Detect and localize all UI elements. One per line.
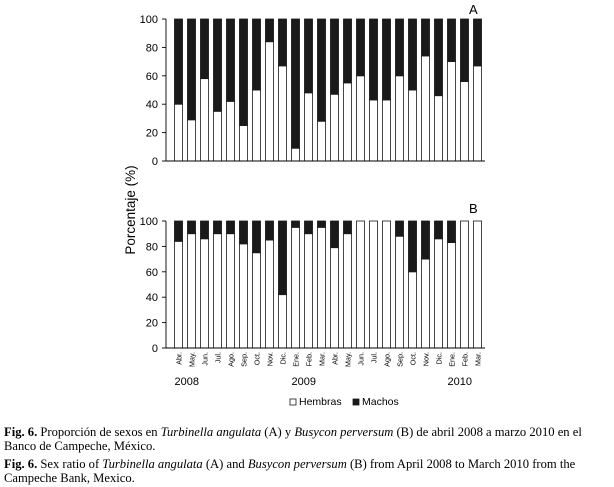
bar-hembras (291, 148, 299, 161)
bar-hembras (226, 234, 234, 348)
caption-es-text-2: (A) y (261, 425, 295, 439)
bar-machos (317, 19, 325, 121)
y-tick-label: 20 (145, 127, 158, 140)
x-tick-label: Ago. (226, 352, 236, 367)
bar-hembras (317, 121, 325, 161)
bar-machos (200, 19, 208, 79)
y-tick-label: 0 (151, 343, 158, 355)
bar-machos (369, 19, 377, 100)
bar-hembras (473, 66, 481, 161)
bar-machos (265, 19, 273, 42)
bar-machos (447, 221, 455, 243)
caption-es-species-1: Turbinella angulata (160, 425, 262, 439)
bar-hembras (408, 272, 416, 348)
bar-machos (434, 19, 442, 96)
panel-label: A (469, 2, 478, 17)
bar-hembras (382, 221, 390, 348)
bar-hembras (395, 236, 403, 348)
bar-hembras (434, 239, 442, 348)
x-tick-label: Mar. (317, 352, 327, 366)
bar-hembras (447, 62, 455, 161)
bar-machos (317, 221, 325, 227)
x-tick-label: Sep. (239, 352, 249, 367)
bar-hembras (447, 243, 455, 348)
bar-machos (356, 19, 364, 76)
chart-panel-a (140, 2, 485, 168)
bar-hembras (408, 90, 416, 161)
bar-hembras (434, 96, 442, 161)
bar-hembras (226, 101, 234, 161)
x-tick-label: Mar. (473, 352, 483, 366)
bar-hembras (330, 94, 338, 161)
figure-caption-spanish (4, 425, 610, 453)
bar-machos (278, 221, 286, 295)
caption-es-species-2: Busycon perversum (294, 425, 394, 439)
bar-machos (382, 19, 390, 100)
caption-en-text-2: (A) and (202, 457, 248, 471)
y-tick-label: 100 (139, 14, 158, 26)
legend-label-machos: Machos (362, 396, 399, 408)
year-label: 2010 (447, 376, 472, 388)
bar-hembras (174, 241, 182, 348)
bar-machos (330, 221, 338, 248)
bar-machos (304, 221, 312, 234)
bar-hembras (291, 227, 299, 348)
x-tick-label: May. (343, 352, 353, 368)
bar-hembras (265, 240, 273, 348)
legend-swatch-machos (353, 399, 359, 405)
bar-hembras (421, 56, 429, 161)
y-tick-label: 40 (145, 99, 158, 112)
bar-machos (473, 19, 481, 66)
bar-hembras (473, 221, 481, 348)
bar-machos (174, 221, 182, 241)
bar-machos (226, 221, 234, 234)
bar-machos (187, 221, 195, 234)
bar-hembras (369, 221, 377, 348)
bar-hembras (421, 259, 429, 348)
bar-machos (434, 221, 442, 239)
y-tick-label: 100 (139, 216, 158, 228)
bar-hembras (187, 234, 195, 348)
legend-label-hembras: Hembras (299, 396, 342, 408)
bar-hembras (382, 100, 390, 161)
y-tick-label: 20 (145, 317, 158, 330)
bar-machos (291, 221, 299, 227)
x-tick-label: Dic. (278, 352, 288, 365)
bar-machos (395, 221, 403, 236)
bar-machos (421, 221, 429, 259)
bar-machos (252, 221, 260, 253)
x-tick-label: Ene. (447, 352, 457, 367)
bar-machos (447, 19, 455, 62)
caption-es-text-1: Proporción de sexos en (37, 425, 161, 439)
bar-hembras (369, 100, 377, 161)
bar-hembras (343, 234, 351, 348)
x-tick-label: Jun. (200, 352, 210, 366)
y-tick-label: 40 (145, 292, 158, 305)
y-axis-label: Porcentaje (%) (123, 165, 138, 255)
x-tick-label: Jul. (369, 352, 379, 364)
x-tick-label: Feb. (304, 352, 314, 367)
legend (290, 396, 399, 408)
bar-hembras (356, 76, 364, 161)
caption-en-species-2: Busycon perversum (247, 457, 347, 471)
x-tick-label: Oct. (252, 352, 262, 366)
caption-es-text-3: (B) de abril 2008 a marzo 2010 en el Banco de Campeche, México. (4, 425, 582, 453)
bar-machos (239, 19, 247, 126)
bar-hembras (330, 248, 338, 348)
bar-hembras (252, 90, 260, 161)
bar-hembras (460, 81, 468, 161)
caption-en-text-3: (B) from April 2008 to March 2010 from the Campeche Bank, Mexico. (4, 457, 576, 485)
bar-hembras (395, 76, 403, 161)
x-tick-label: Ago. (382, 352, 392, 367)
bar-machos (408, 221, 416, 272)
bar-machos (304, 19, 312, 93)
y-tick-label: 60 (145, 70, 158, 83)
bar-machos (343, 221, 351, 234)
bar-machos (265, 221, 273, 240)
bar-hembras (278, 66, 286, 161)
bar-machos (408, 19, 416, 90)
bar-machos (213, 19, 221, 111)
bar-hembras (213, 234, 221, 348)
figure-caption-english (4, 457, 610, 485)
bar-hembras (317, 227, 325, 348)
bar-hembras (239, 244, 247, 348)
x-tick-label: Jul. (213, 352, 223, 364)
bar-machos (343, 19, 351, 83)
bar-machos (460, 19, 468, 81)
bar-machos (291, 19, 299, 148)
caption-en-figure-number: Fig. 6. (4, 457, 38, 471)
bar-hembras (265, 42, 273, 161)
bar-hembras (239, 126, 247, 162)
legend-swatch-hembras (290, 399, 296, 405)
panel-label: B (469, 201, 478, 216)
y-tick-label: 80 (145, 42, 158, 55)
bar-hembras (343, 83, 351, 161)
bar-hembras (304, 93, 312, 161)
chart-panel-b (140, 201, 485, 388)
x-tick-label: Feb. (460, 352, 470, 367)
bar-hembras (200, 79, 208, 161)
x-tick-label: Nov. (421, 352, 431, 367)
bar-hembras (187, 120, 195, 161)
bar-machos (278, 19, 286, 66)
bar-hembras (200, 239, 208, 348)
caption-en-species-1: Turbinella angulata (102, 457, 203, 471)
bar-machos (395, 19, 403, 76)
y-tick-label: 80 (145, 241, 158, 254)
bar-machos (421, 19, 429, 56)
x-tick-label: Dic. (434, 352, 444, 365)
bar-machos (174, 19, 182, 104)
x-tick-label: May. (187, 352, 197, 368)
x-tick-label: Ene. (291, 352, 301, 367)
x-tick-label: Abr. (330, 352, 340, 365)
y-tick-label: 60 (145, 266, 158, 279)
bar-hembras (252, 253, 260, 348)
year-label: 2008 (174, 376, 199, 388)
year-label: 2009 (291, 376, 316, 388)
bar-machos (187, 19, 195, 120)
bar-hembras (356, 221, 364, 348)
x-tick-label: Abr. (174, 352, 184, 365)
x-tick-label: Oct. (408, 352, 418, 366)
x-tick-label: Nov. (265, 352, 275, 367)
x-tick-label: Jun. (356, 352, 366, 366)
caption-en-text-1: Sex ratio of (37, 457, 103, 471)
bar-hembras (460, 221, 468, 348)
bar-machos (200, 221, 208, 239)
caption-es-figure-number: Fig. 6. (4, 425, 38, 439)
bar-hembras (278, 295, 286, 348)
bar-machos (226, 19, 234, 101)
y-tick-label: 0 (151, 156, 158, 168)
bar-machos (252, 19, 260, 90)
bar-hembras (304, 234, 312, 348)
bar-hembras (174, 104, 182, 161)
bar-hembras (213, 111, 221, 161)
bar-machos (330, 19, 338, 94)
bar-machos (239, 221, 247, 244)
x-tick-label: Sep. (395, 352, 405, 367)
bar-machos (213, 221, 221, 234)
